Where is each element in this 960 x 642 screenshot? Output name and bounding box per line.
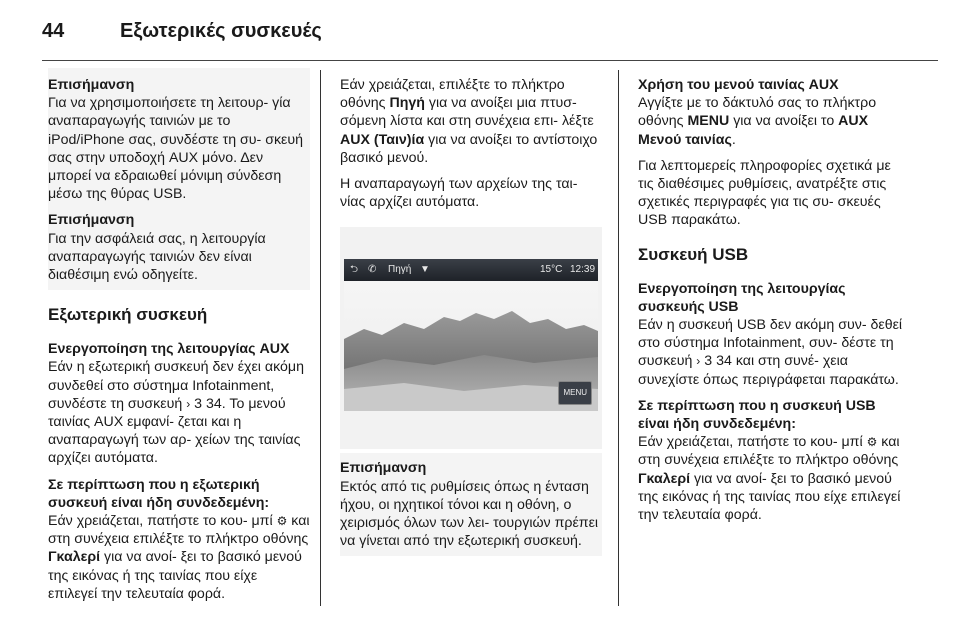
text-fragment: για να ανοί‐ ξει το βασικό μενού της εικόνας ή της ταινίας που είχε επιλεγεί την τελευταία φορά. [638, 470, 901, 524]
ref-arrow-icon: › [696, 354, 701, 369]
text-fragment: για να ανοίξει το αντίστοιχο βασικό μενού. [340, 131, 598, 166]
note-title: Επισήμανση [48, 77, 135, 93]
header-divider [42, 60, 938, 61]
paragraph: Για λεπτομερείς πληροφορίες σχετικά με τις διαθέσιμες ρυθμίσεις, ανατρέξτε στις σχετικές περιγραφές για τις συ‐ σκευές USB παρακάτω. [638, 157, 891, 229]
note-box-2 [340, 453, 602, 556]
settings-knob-icon: ⚙ [276, 514, 288, 529]
paragraph [638, 433, 908, 524]
paragraph: Αγγίξτε με το δάκτυλό σας το πλήκτρο οθόνης MENU για να ανοίξει το AUX Μενού ταινίας. [638, 95, 877, 148]
text-fragment: για να ανοίξει το [733, 113, 835, 130]
page-number: 44 [42, 20, 65, 42]
menu-button[interactable]: MENU [558, 381, 592, 405]
text-fragment: Εάν χρειάζεται, επιλέξτε το πλήκτρο οθόνης [340, 77, 565, 112]
column-2 [340, 76, 602, 556]
note-text: Για την ασφάλειά σας, η λειτουργία αναπαραγωγής ταινιών δεν είναι διαθέσιμη ενώ οδηγείτε. [48, 230, 266, 284]
section-heading: Εξωτερική συσκευή [48, 305, 208, 325]
note-title: Επισήμανση [48, 212, 135, 229]
ref-arrow-icon: › [186, 396, 191, 411]
page-reference[interactable] [186, 396, 222, 412]
phone-icon[interactable]: ✆ [368, 264, 377, 276]
text-fragment: Εάν η εξωτερική συσκευή δεν έχει ακόμη συνδεθεί στο σύστημα Infotainment, συνδέστε τη συσκευή [48, 359, 304, 412]
text-fragment: και στη συνέχεια επιλέξτε το πλήκτρο οθόνης [48, 513, 310, 548]
note-title: Επισήμανση [340, 460, 427, 477]
paragraph: Η αναπαραγωγή των αρχείων της ται‐ νίας αρχίζει αυτόματα. [340, 176, 578, 211]
column-1 [48, 76, 310, 611]
gallery-label: Γκαλερί [48, 549, 101, 566]
column-divider-1 [320, 70, 321, 606]
text-fragment: για να ανοίξει μια πτυσ‐ σόμενη λίστα και στη συνέχεια επι‐ λέξτε [340, 95, 594, 130]
clock: 12:39 [570, 264, 596, 276]
status-bar [344, 259, 598, 281]
column-3 [638, 76, 908, 532]
note-box-1 [48, 68, 310, 290]
text-fragment: για να ανοί‐ ξει το βασικό μενού της εικόνας ή της ταινίας που είχε επιλεγεί την τελευταία φορά. [48, 549, 302, 602]
text-fragment: . Το μενού ταινίας AUX εμφανί‐ ζεται και η αναπαραγωγή των αρ‐ χείων της ταινίας αρχίζει αυτόματα. [48, 395, 301, 467]
text-fragment: Εάν χρειάζεται, πατήστε το κου‐ μπί [48, 513, 273, 530]
subsection-heading: Ενεργοποίηση της λειτουργίας AUX [48, 341, 290, 358]
page-title: Εξωτερικές συσκευές [120, 20, 322, 42]
gallery-label: Γκαλερί [638, 470, 691, 487]
text-fragment: Εάν η συσκευή USB δεν ακόμη συν‐ δεθεί στο σύστημα Infotainment, συν‐ δέστε τη συσκευή [638, 317, 903, 370]
subsection-heading: Σε περίπτωση που η συσκευή USB είναι ήδη συνδεδεμένη: [638, 397, 876, 433]
subsection-heading: Σε περίπτωση που η εξωτερική συσκευή είναι ήδη συνδεδεμένη: [48, 476, 270, 511]
screen-display [344, 259, 598, 411]
text-fragment: Εάν χρειάζεται, πατήστε το κου‐ μπί [638, 434, 863, 451]
aux-movie-label: AUX (Ταιν)ία [340, 131, 425, 148]
text-fragment: και στη συνέχεια επιλέξτε το πλήκτρο οθόνης [638, 434, 900, 469]
text-fragment: και στη συνέ‐ χεια συνεχίστε όπως περιγράφεται παρακάτω. [638, 353, 899, 388]
paragraph [48, 358, 310, 467]
temperature: 15°C [540, 264, 563, 276]
reference-text: 3 34 [194, 395, 222, 412]
note-text: Εκτός από τις ρυθμίσεις όπως η ένταση ήχου, οι ηχητικοί τόνοι και η οθόνη, ο χειρισμός όλων των λει‐ τουργιών πρέπει να γίνεται από την εξωτερική συσκευή. [340, 478, 599, 550]
note-text: Για να χρησιμοποιήσετε τη λειτουρ‐ γία αναπαραγωγής ταινιών με το iPod/iPhone σας, συνδέστε τη συ‐ σκευή σας στην υποδοχή AUX μόνο. Δεν μπορεί να εδραιωθεί μόνιμη σύνδεση μέσω της θύρας USB. [48, 95, 304, 203]
paragraph [48, 512, 310, 603]
text-fragment: Αγγίξτε με το δάκτυλό σας το πλήκτρο οθόνης [638, 95, 877, 130]
paragraph [340, 76, 602, 167]
paragraph [638, 316, 908, 389]
page-header [0, 0, 960, 60]
back-icon[interactable]: ⮌ [350, 264, 359, 276]
source-label: Πηγή [389, 95, 425, 112]
subsection-heading: Ενεργοποίηση της λειτουργίας συσκευής USB [638, 280, 846, 315]
infotainment-screenshot [340, 227, 602, 449]
column-divider-2 [618, 70, 619, 606]
page-reference[interactable] [696, 353, 732, 369]
subsection-heading: Χρήση του μενού ταινίας AUX [638, 77, 839, 93]
aux-menu-label: AUX Μενού ταινίας [638, 113, 869, 148]
settings-knob-icon: ⚙ [866, 435, 878, 450]
menu-label: MENU [687, 113, 730, 130]
dropdown-icon[interactable]: ▼ [420, 264, 430, 276]
section-heading: Συσκευή USB [638, 244, 749, 264]
source-button[interactable]: Πηγή [388, 264, 412, 276]
reference-text: 3 34 [704, 353, 732, 370]
